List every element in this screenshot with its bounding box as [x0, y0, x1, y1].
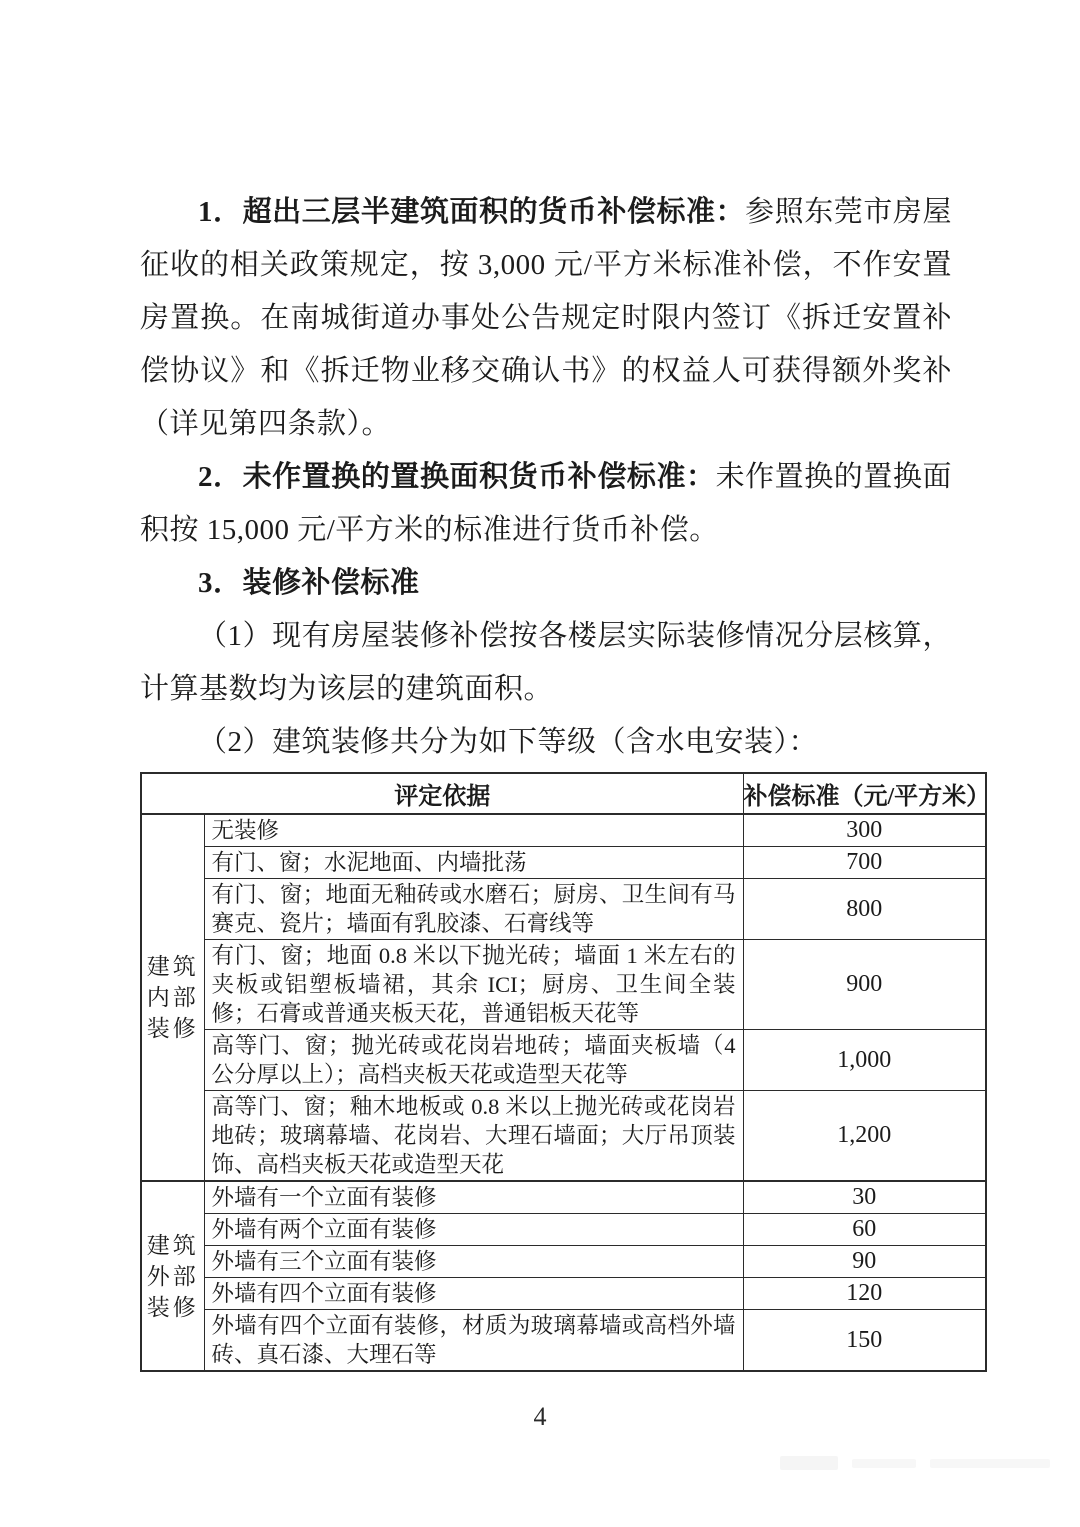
watermark-mark: [780, 1456, 838, 1470]
faint-watermark: [780, 1455, 1080, 1471]
criteria-cell: 有门、窗；水泥地面、内墙批荡: [204, 847, 743, 879]
paragraph-3-heading: 3．装修补偿标准: [198, 567, 420, 599]
document-body: [140, 186, 991, 1372]
table-header-row: [141, 773, 986, 814]
criteria-cell: 有门、窗；地面 0.8 米以下抛光砖；墙面 1 米左右的夹板或铝塑板墙裙，其余 ICI；厨房、卫生间全装修；石膏或普通夹板天花，普通铝板天花等: [204, 940, 743, 1030]
decoration-compensation-table: [140, 772, 991, 1372]
paragraph-4: [140, 610, 952, 716]
table-row: [141, 847, 986, 879]
criteria-cell: 外墙有四个立面有装修，材质为玻璃幕墙或高档外墙砖、真石漆、大理石等: [204, 1310, 743, 1372]
value-cell: 300: [743, 814, 986, 847]
group-label-exterior: 建筑外部装修: [141, 1181, 204, 1371]
header-standard: 补偿标准（元/平方米）: [743, 773, 986, 814]
paragraph-5-text: （2）建筑装修共分为如下等级（含水电安装）：: [198, 726, 819, 758]
value-cell: 1,000: [743, 1030, 986, 1091]
table-row: [141, 1181, 986, 1214]
table-row: [141, 1091, 986, 1182]
value-cell: 90: [743, 1246, 986, 1278]
value-cell: 30: [743, 1181, 986, 1214]
criteria-cell: 外墙有一个立面有装修: [204, 1181, 743, 1214]
group-label-interior: 建筑内部装修: [141, 814, 204, 1181]
paragraph-2: [140, 451, 952, 557]
criteria-cell: 外墙有两个立面有装修: [204, 1214, 743, 1246]
page-number: 4: [533, 1402, 547, 1431]
paragraph-5: [140, 716, 952, 769]
table-row: [141, 1310, 986, 1372]
paragraph-2-heading: 2．未作置换的置换面积货币补偿标准：: [198, 461, 716, 493]
watermark-mark: [852, 1459, 916, 1468]
paragraph-4-text: （1）现有房屋装修补偿按各楼层实际装修情况分层核算，计算基数均为该层的建筑面积。: [140, 620, 952, 705]
paragraph-2-text: 未作置换的置换面积按 15,000 元/平方米的标准进行货币补偿。: [140, 461, 952, 546]
table-row: [141, 1030, 986, 1091]
header-criteria: 评定依据: [141, 773, 743, 814]
criteria-cell: 高等门、窗；釉木地板或 0.8 米以上抛光砖或花岗岩地砖；玻璃幕墙、花岗岩、大理石墙面；大厅吊顶装饰、高档夹板天花或造型天花: [204, 1091, 743, 1182]
value-cell: 150: [743, 1310, 986, 1372]
value-cell: 900: [743, 940, 986, 1030]
criteria-cell: 外墙有四个立面有装修: [204, 1278, 743, 1310]
value-cell: 800: [743, 879, 986, 940]
table-row: [141, 940, 986, 1030]
paragraph-1-heading: 1．超出三层半建筑面积的货币补偿标准：: [198, 196, 746, 228]
table-row: [141, 1246, 986, 1278]
criteria-cell: 高等门、窗；抛光砖或花岗岩地砖；墙面夹板墙（4 公分厚以上）；高档夹板天花或造型天花等: [204, 1030, 743, 1091]
criteria-cell: 外墙有三个立面有装修: [204, 1246, 743, 1278]
criteria-cell: 有门、窗；地面无釉砖或水磨石；厨房、卫生间有马赛克、瓷片；墙面有乳胶漆、石膏线等: [204, 879, 743, 940]
table-row: [141, 1278, 986, 1310]
value-cell: 60: [743, 1214, 986, 1246]
paragraph-1: [140, 186, 952, 451]
paragraph-3: [140, 557, 952, 610]
criteria-cell: 无装修: [204, 814, 743, 847]
value-cell: 1,200: [743, 1091, 986, 1182]
paragraph-1-text: 参照东莞市房屋征收的相关政策规定，按 3,000 元/平方米标准补偿，不作安置房置换。在南城街道办事处公告规定时限内签订《拆迁安置补偿协议》和《拆迁物业移交确认书》的权益人可获得额外奖补（详见第四条款）。: [140, 196, 952, 440]
table-row: [141, 879, 986, 940]
value-cell: 700: [743, 847, 986, 879]
table-row: [141, 814, 986, 847]
watermark-mark: [930, 1459, 1050, 1468]
table-row: [141, 1214, 986, 1246]
value-cell: 120: [743, 1278, 986, 1310]
